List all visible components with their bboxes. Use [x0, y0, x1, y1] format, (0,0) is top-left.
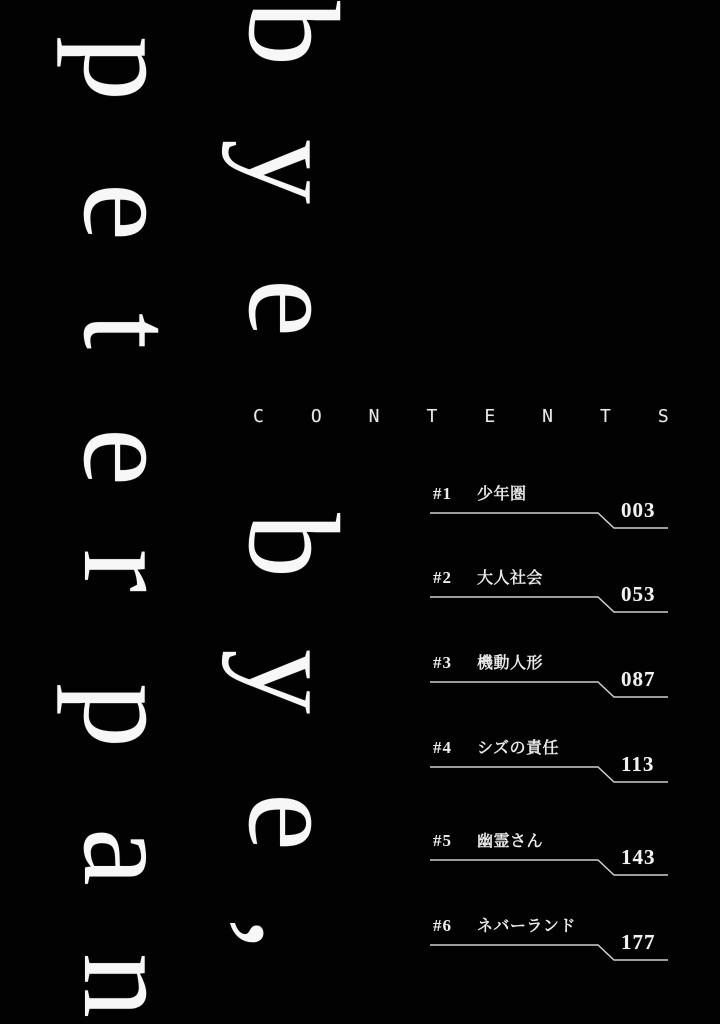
page-number: 053: [621, 582, 656, 606]
toc-entry: [0, 831, 720, 894]
chapter-title: 幽霊さん: [477, 833, 544, 850]
chapter-title: シズの責任: [477, 740, 560, 757]
big-letter: e: [221, 279, 365, 337]
chapter-number: #4: [433, 738, 452, 757]
big-letter: e: [56, 428, 200, 486]
page-number: 087: [621, 667, 656, 691]
big-letter: ,: [221, 918, 365, 951]
big-letter: y: [221, 139, 365, 204]
big-letter: a: [56, 828, 200, 886]
page-number: 143: [621, 845, 656, 869]
chapter-title: 機動人形: [477, 655, 544, 672]
chapter-number: #1: [433, 484, 452, 503]
toc-entry: [0, 653, 720, 716]
big-letter: e: [221, 793, 365, 851]
chapter-title: 大人社会: [477, 570, 544, 587]
big-letter: y: [221, 649, 365, 714]
contents-heading: CONTENTS: [253, 406, 716, 427]
big-letter: r: [56, 549, 200, 593]
page-number: 003: [621, 498, 656, 522]
big-letter: p: [56, 683, 200, 748]
toc-entry: [0, 484, 720, 547]
chapter-number: #5: [433, 831, 452, 850]
page-number: 113: [621, 752, 655, 776]
chapter-title: 少年圏: [477, 486, 527, 503]
toc-entry: [0, 738, 720, 801]
chapter-number: #2: [433, 568, 452, 587]
toc-entry: [0, 568, 720, 631]
big-letter: e: [56, 183, 200, 241]
toc-entry: [0, 916, 720, 979]
big-letter: b: [221, 513, 365, 578]
chapter-number: #6: [433, 916, 452, 935]
big-letter: p: [56, 36, 200, 101]
chapter-number: #3: [433, 653, 452, 672]
big-letter: n: [56, 953, 200, 1018]
big-letter: b: [221, 1, 365, 66]
chapter-title: ネバーランド: [477, 918, 576, 935]
page-number: 177: [621, 930, 656, 954]
big-letter: t: [56, 313, 200, 350]
